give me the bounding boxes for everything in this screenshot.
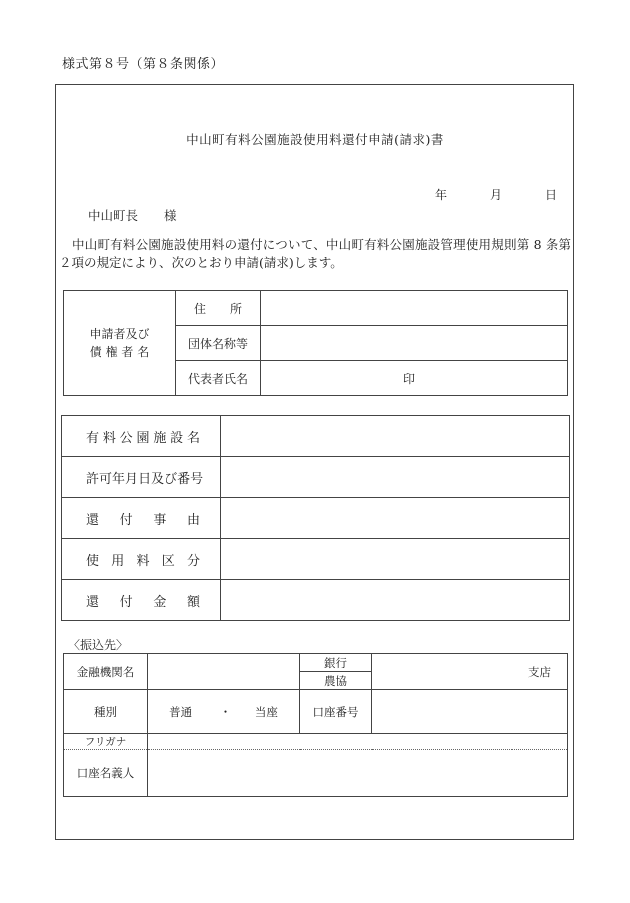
label-char: 区 <box>161 553 175 569</box>
account-holder-label: 口座名義人 <box>64 750 148 797</box>
fee-category-label-text <box>62 550 220 569</box>
organization-name-field[interactable] <box>261 326 568 361</box>
representative-name-field[interactable] <box>261 361 568 396</box>
coop-label: 農協 <box>300 672 372 690</box>
label-char: 許 <box>86 471 100 487</box>
facility-name-label <box>62 416 221 457</box>
label-char: 及 <box>151 471 165 487</box>
label-char: 料 <box>136 553 150 569</box>
label-char: 有 <box>86 430 100 446</box>
permit-date-number-field[interactable] <box>221 457 570 498</box>
account-holder-field[interactable] <box>148 750 568 797</box>
permit-date-number-label <box>62 457 221 498</box>
seal-mark: 印 <box>402 371 415 386</box>
refund-reason-label-text <box>62 509 220 528</box>
label-char: 園 <box>136 430 150 446</box>
addressee-name: 中山町長 <box>88 208 139 223</box>
label-char: び <box>164 471 178 487</box>
refund-amount-label-text <box>62 591 220 610</box>
addressee <box>88 206 177 224</box>
branch-field[interactable] <box>372 654 512 690</box>
furigana-field[interactable] <box>148 734 568 750</box>
label-char: 付 <box>119 594 133 610</box>
fee-category-field[interactable] <box>221 539 570 580</box>
label-char: 金 <box>153 594 167 610</box>
label-char: 年 <box>112 471 126 487</box>
label-char: 額 <box>186 594 200 610</box>
label-char: 料 <box>102 430 116 446</box>
facility-table <box>61 415 570 621</box>
label-char: 由 <box>186 512 200 528</box>
refund-reason-label <box>62 498 221 539</box>
label-char: 可 <box>99 471 113 487</box>
account-type-label: 種別 <box>64 690 148 734</box>
addressee-honorific: 様 <box>164 208 177 223</box>
label-char: 日 <box>138 471 152 487</box>
account-type-current[interactable]: 当座 <box>254 704 278 719</box>
date-year-label: 年 <box>435 188 448 202</box>
label-char: 月 <box>125 471 139 487</box>
bank-label: 銀行 <box>300 654 372 672</box>
applicant-header <box>64 291 176 396</box>
label-char: 還 <box>86 594 100 610</box>
address-field[interactable] <box>261 291 568 326</box>
label-char: 番 <box>177 471 191 487</box>
account-number-label: 口座番号 <box>300 690 372 734</box>
fee-category-label <box>62 539 221 580</box>
bank-table <box>63 653 568 797</box>
representative-name-label: 代表者氏名 <box>176 361 261 396</box>
label-char: 用 <box>111 553 125 569</box>
label-char: 付 <box>119 512 133 528</box>
label-char: 分 <box>186 553 200 569</box>
label-char: 施 <box>153 430 167 446</box>
label-char: 還 <box>86 512 100 528</box>
label-char: 事 <box>153 512 167 528</box>
label-char: 設 <box>170 430 184 446</box>
applicant-header-line1: 申請者及び <box>89 327 150 341</box>
address-label: 住 所 <box>176 291 261 326</box>
applicant-table <box>63 290 568 396</box>
date-day-label: 日 <box>545 188 558 202</box>
form-number: 様式第８号（第８条関係） <box>62 57 225 72</box>
label-char: 号 <box>190 471 204 487</box>
body-text: 中山町有料公園施設使用料の還付について、中山町有料公園施設管理使用規則第 8 条第２項の規定により、次のとおり申請(請求)します。 <box>59 237 571 270</box>
account-number-field[interactable] <box>372 690 568 734</box>
bank-transfer-heading: 〈振込先〉 <box>68 638 129 652</box>
facility-name-field[interactable] <box>221 416 570 457</box>
form-title: 中山町有料公園施設使用料還付申請(請求)書 <box>186 132 444 147</box>
refund-amount-field[interactable] <box>221 580 570 621</box>
institution-field[interactable] <box>148 654 300 690</box>
account-type-separator: ・ <box>219 704 232 719</box>
branch-label: 支店 <box>512 654 568 690</box>
applicant-header-line2: 債 権 者 名 <box>89 345 150 359</box>
date-month-label: 月 <box>490 188 503 202</box>
label-char: 公 <box>119 430 133 446</box>
furigana-label: フリガナ <box>64 734 148 750</box>
label-char: 名 <box>186 430 200 446</box>
account-type-regular[interactable]: 普通 <box>169 704 193 719</box>
institution-label: 金融機関名 <box>64 654 148 690</box>
account-type-options[interactable] <box>148 690 300 734</box>
facility-name-label-text <box>62 427 220 446</box>
organization-name-label: 団体名称等 <box>176 326 261 361</box>
permit-date-number-label-text <box>62 468 220 487</box>
refund-reason-field[interactable] <box>221 498 570 539</box>
label-char: 使 <box>86 553 100 569</box>
refund-amount-label <box>62 580 221 621</box>
